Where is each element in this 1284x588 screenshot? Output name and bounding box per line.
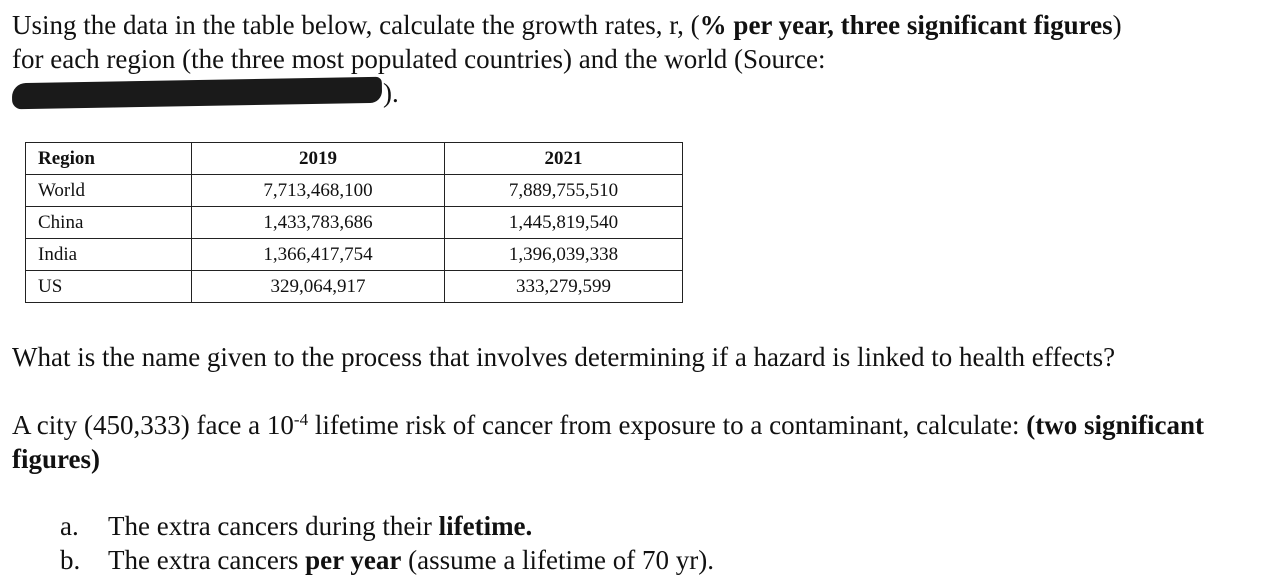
cell-2019: 1,433,783,686: [192, 207, 445, 239]
item-emphasis: per year: [305, 545, 402, 575]
question-3-emphasis: (two significant figures): [12, 410, 1205, 474]
sub-questions-list: [60, 509, 714, 577]
table-header-row: [26, 143, 683, 175]
header-region: Region: [26, 143, 192, 175]
list-marker: a.: [60, 511, 79, 541]
question-1-emphasis: % per year, three significant figures: [699, 10, 1113, 40]
cell-region: US: [26, 271, 192, 303]
question-3-text-a: A city (450,333) face a 10: [12, 410, 294, 440]
cell-2019: 1,366,417,754: [192, 239, 445, 271]
cell-2021: 1,445,819,540: [445, 207, 683, 239]
cell-2021: 333,279,599: [445, 271, 683, 303]
cell-region: China: [26, 207, 192, 239]
list-item-text: [108, 543, 714, 577]
cell-2021: 7,889,755,510: [445, 175, 683, 207]
list-item-text: [108, 509, 532, 543]
question-3: [12, 408, 1272, 476]
table-row: [26, 207, 683, 239]
table-row: [26, 271, 683, 303]
header-2019: 2019: [192, 143, 445, 175]
question-1-line-3-end: ).: [383, 78, 399, 108]
list-marker: b.: [60, 545, 81, 575]
cell-2019: 7,713,468,100: [192, 175, 445, 207]
item-text-b: (assume a lifetime of 70 yr).: [401, 545, 714, 575]
redacted-source: [12, 77, 382, 109]
question-1-text: Using the data in the table below, calculate the growth rates, r, (: [12, 10, 700, 40]
question-3-text-b: lifetime risk of cancer from exposure to a contaminant, calculate:: [308, 410, 1027, 440]
cell-2021: 1,396,039,338: [445, 239, 683, 271]
cell-2019: 329,064,917: [192, 271, 445, 303]
population-table: [25, 142, 683, 303]
question-1-line-2: for each region (the three most populated countries) and the world (Source:: [12, 44, 826, 74]
cell-region: India: [26, 239, 192, 271]
question-2: What is the name given to the process that involves determining if a hazard is linked to health effects?: [12, 342, 1116, 372]
cell-region: World: [26, 175, 192, 207]
item-text-a: The extra cancers during their: [108, 511, 439, 541]
question-1: [12, 8, 1262, 110]
question-1-paren: ): [1112, 10, 1122, 40]
list-item: [60, 509, 714, 543]
table-row: [26, 175, 683, 207]
item-emphasis: lifetime.: [438, 511, 533, 541]
table-row: [26, 239, 683, 271]
question-3-exponent: -4: [293, 410, 309, 429]
item-text-a: The extra cancers: [108, 545, 306, 575]
list-item: [60, 543, 714, 577]
header-2021: 2021: [445, 143, 683, 175]
